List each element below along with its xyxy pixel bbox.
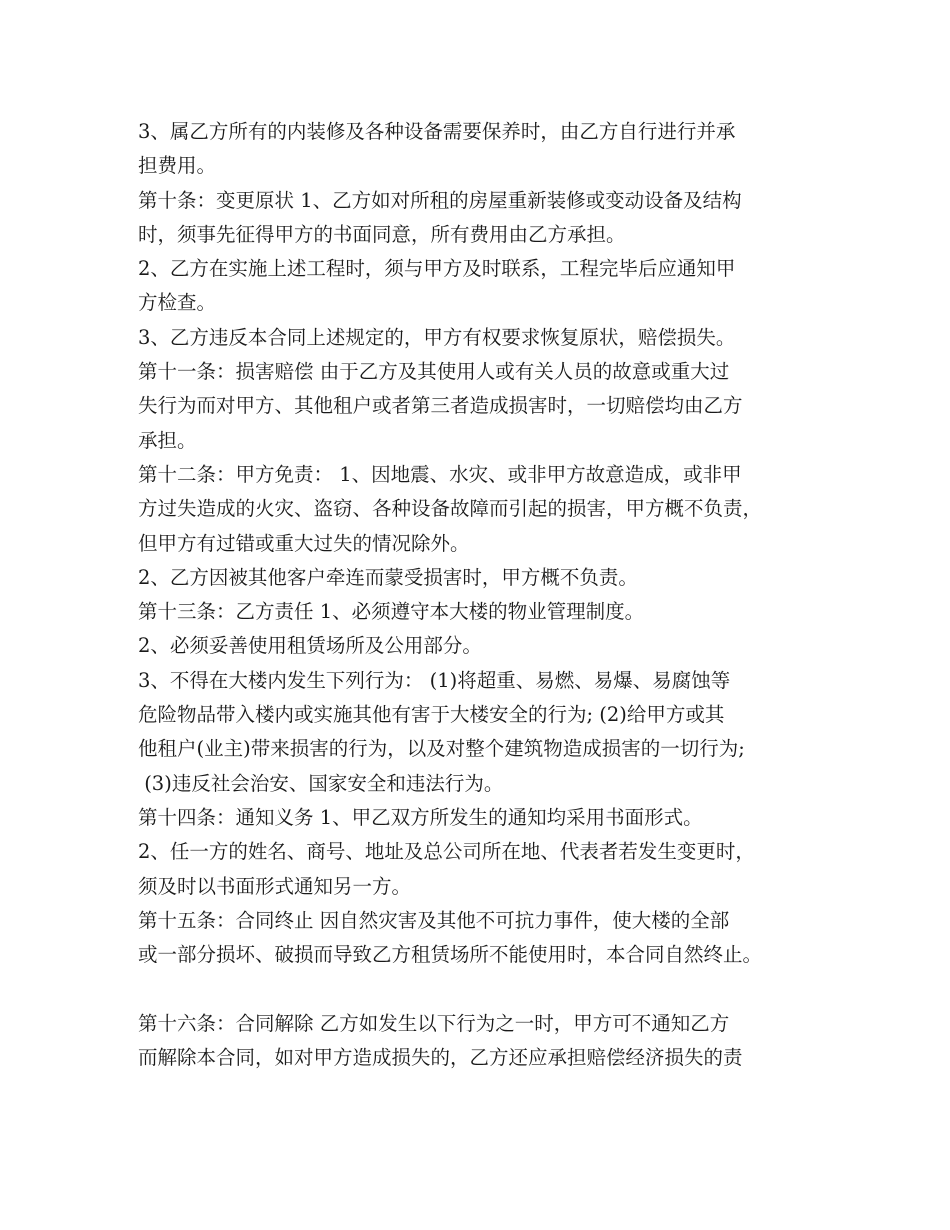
- text-line: 3、属乙方所有的内装修及各种设备需要保养时，由乙方自行进行并承: [138, 120, 736, 143]
- text-line: 3、乙方违反本合同上述规定的，甲方有权要求恢复原状，赔偿损失。: [138, 325, 736, 349]
- text-line: 第十四条：通知义务 1、甲乙双方所发生的通知均采用书面形式。: [138, 805, 703, 829]
- text-line: 2、必须妥善使用租赁场所及公用部分。: [138, 634, 482, 658]
- text-line: 或一部分损坏、破损而导致乙方租赁场所不能使用时，本合同自然终止。: [138, 943, 763, 967]
- text-line: 第十六条：合同解除 乙方如发生以下行为之一时，甲方可不通知乙方: [138, 1011, 730, 1035]
- text-line: 方过失造成的火灾、盗窃、各种设备故障而引起的损害，甲方概不负责，: [138, 497, 763, 521]
- document-body: [138, 115, 838, 1075]
- text-line: 第十五条：合同终止 因自然灾害及其他不可抗力事件，使大楼的全部: [138, 908, 730, 932]
- text-line: 危险物品带入楼内或实施其他有害于大楼安全的行为; (2)给甲方或其: [138, 703, 725, 727]
- text-line: 第十三条：乙方责任 1、必须遵守本大楼的物业管理制度。: [138, 600, 645, 624]
- text-line: 担费用。: [138, 154, 217, 178]
- text-line: 而解除本合同，如对甲方造成损失的，乙方还应承担赔偿经济损失的责: [138, 1046, 743, 1070]
- text-line: 他租户(业主)带来损害的行为，以及对整个建筑物造成损害的一切行为;: [138, 737, 745, 761]
- text-line: 时，须事先征得甲方的书面同意，所有费用由乙方承担。: [138, 222, 626, 246]
- text-line: 方检查。: [138, 291, 217, 315]
- text-line: (3)违反社会治安、国家安全和违法行为。: [138, 771, 504, 795]
- text-line: 3、不得在大楼内发生下列行为： (1)将超重、易燃、易爆、易腐蚀等: [138, 668, 731, 692]
- text-line: 2、任一方的姓名、商号、地址及总公司所在地、代表者若发生变更时，: [138, 840, 755, 864]
- text-line: 第十二条：甲方免责： 1、因地震、水灾、或非甲方故意造成，或非甲: [138, 462, 742, 486]
- text-line: 第十一条：损害赔偿 由于乙方及其使用人或有关人员的故意或重大过: [138, 360, 730, 384]
- text-line: 第十条：变更原状 1、乙方如对所租的房屋重新装修或变动设备及结构: [138, 188, 742, 212]
- text-line: 须及时以书面形式通知另一方。: [138, 874, 412, 898]
- text-line: 承担。: [138, 428, 197, 452]
- text-line: 2、乙方在实施上述工程时，须与甲方及时联系，工程完毕后应通知甲: [138, 257, 736, 281]
- text-line: 但甲方有过错或重大过失的情况除外。: [138, 531, 470, 555]
- blank-line: [138, 972, 838, 1006]
- text-line: 失行为而对甲方、其他租户或者第三者造成损害时，一切赔偿均由乙方: [138, 394, 743, 418]
- text-line: 2、乙方因被其他客户牵连而蒙受损害时，甲方概不负责。: [138, 565, 638, 589]
